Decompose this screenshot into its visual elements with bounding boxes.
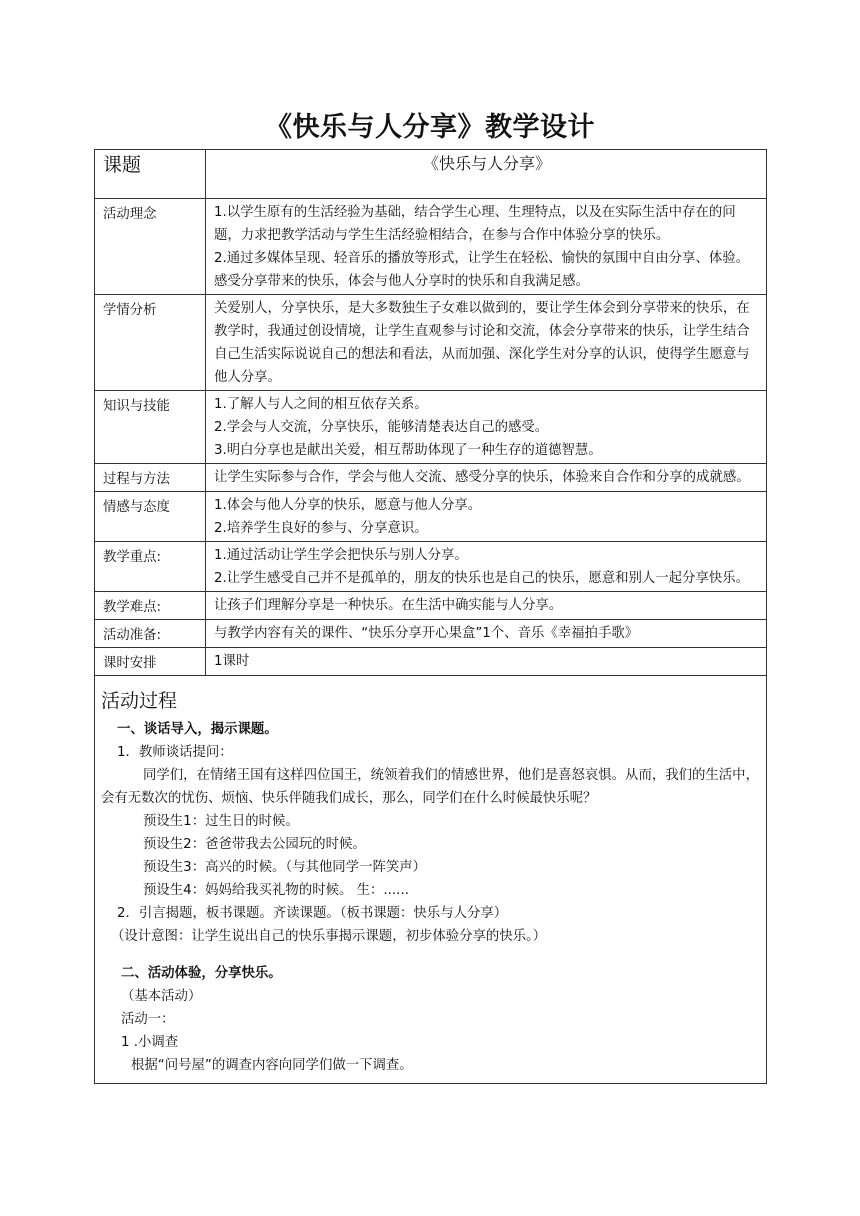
process-title: 活动过程: [101, 690, 178, 712]
value-activity-concept: 1.以学生原有的生活经验为基础，结合学生心理、生理特点，以及在实际生活中存在的问题，力求把教学活动与学生生活经验相结合，在参与合作中体验分享的快乐。 2.通过多媒体呈现、轻音乐的播放等形式，让学生在轻松、愉快的氛围中自由分享、体验。感受分享带来的快乐，体会与他人分享时的快乐和自我满足感。: [206, 199, 767, 295]
label-difficulties: 教学难点:: [95, 592, 206, 620]
label-topic: 课题: [95, 150, 206, 199]
section-1-design-note: （设计意图：让学生说出自己的快乐事揭示课题，初步体验分享的快乐。）: [111, 929, 547, 944]
value-emotion-attitude: 1.体会与他人分享的快乐，愿意与他人分享。 2.培养学生良好的参与、分享意识。: [206, 492, 767, 542]
value-knowledge-skills: 1.了解人与人之间的相互依存关系。 2.学会与人交流，分享快乐，能够清楚表达自己的感受。 3.明白分享也是献出关爱，相互帮助体现了一种生存的道德智慧。: [206, 391, 767, 464]
section-2-survey-text: 根据“问号屋”的调查内容向同学们做一下调查。: [131, 1058, 413, 1073]
row-activity-concept: [95, 199, 767, 295]
section-1-heading: 一、谈话导入，揭示课题。: [117, 722, 278, 737]
row-key-points: [95, 542, 767, 592]
section-2-activity-one: 活动一：: [121, 1012, 175, 1027]
row-process-method: [95, 464, 767, 492]
section-1-paragraph: 同学们，在情绪王国有这样四位国王，统领着我们的情感世界，他们是喜怒哀惧。从而，我们的生活中，会有无数次的忧伤、烦恼、快乐伴随我们成长，那么，同学们在什么时候最快乐呢？: [101, 768, 759, 806]
row-emotion-attitude: [95, 492, 767, 542]
row-learner-analysis: [95, 295, 767, 391]
value-preparation: 与教学内容有关的课件、“快乐分享开心果盒”1个、音乐《幸福拍手歌》: [206, 620, 767, 648]
document-title: 《快乐与人分享》教学设计: [265, 112, 595, 143]
preset-answer-4: 预设生4：妈妈给我买礼物的时候。 生：......: [143, 883, 409, 898]
preset-answer-2: 预设生2：爸爸带我去公园玩的时候。: [143, 837, 366, 852]
label-key-points: 教学重点:: [95, 542, 206, 592]
label-learner-analysis: 学情分析: [95, 295, 206, 391]
preset-answer-3: 预设生3：高兴的时候。（与其他同学一阵笑声）: [143, 860, 427, 875]
value-schedule: 1课时: [206, 648, 767, 676]
row-preparation: [95, 620, 767, 648]
label-activity-concept: 活动理念: [95, 199, 206, 295]
activity-process-cell: [95, 676, 767, 1084]
row-topic: [95, 150, 767, 199]
row-schedule: [95, 648, 767, 676]
section-2-item-survey: 1 .小调查: [121, 1035, 179, 1050]
value-learner-analysis: 关爱别人，分享快乐，是大多数独生子女难以做到的，要让学生体会到分享带来的快乐，在教学时，我通过创设情境，让学生直观参与讨论和交流，体会分享带来的快乐，让学生结合自己生活实际说说自己的想法和看法，从而加强、深化学生对分享的认识，使得学生愿意与他人分享。: [206, 295, 767, 391]
row-knowledge-skills: [95, 391, 767, 464]
value-difficulties: 让孩子们理解分享是一种快乐。在生活中确实能与人分享。: [206, 592, 767, 620]
label-preparation: 活动准备:: [95, 620, 206, 648]
section-1-item-1: 1．教师谈话提问：: [117, 745, 233, 760]
label-process-method: 过程与方法: [95, 464, 206, 492]
value-topic: 《快乐与人分享》: [206, 150, 767, 199]
row-difficulties: [95, 592, 767, 620]
label-schedule: 课时安排: [95, 648, 206, 676]
section-1-item-2: 2．引言揭题，板书课题。齐读课题。（板书课题：快乐与人分享）: [117, 906, 508, 921]
preset-answer-1: 预设生1：过生日的时候。: [143, 814, 299, 829]
row-activity-process: [95, 676, 767, 1084]
label-knowledge-skills: 知识与技能: [95, 391, 206, 464]
section-2-basic-activity: （基本活动）: [121, 989, 202, 1004]
lesson-plan-table: [94, 149, 767, 1084]
section-2-heading: 二、活动体验，分享快乐。: [121, 966, 282, 981]
value-key-points: 1.通过活动让学生学会把快乐与别人分享。 2.让学生感受自己并不是孤单的，朋友的快乐也是自己的快乐，愿意和别人一起分享快乐。: [206, 542, 767, 592]
label-emotion-attitude: 情感与态度: [95, 492, 206, 542]
spacer: [101, 948, 762, 962]
value-process-method: 让学生实际参与合作，学会与他人交流、感受分享的快乐，体验来自合作和分享的成就感。: [206, 464, 767, 492]
